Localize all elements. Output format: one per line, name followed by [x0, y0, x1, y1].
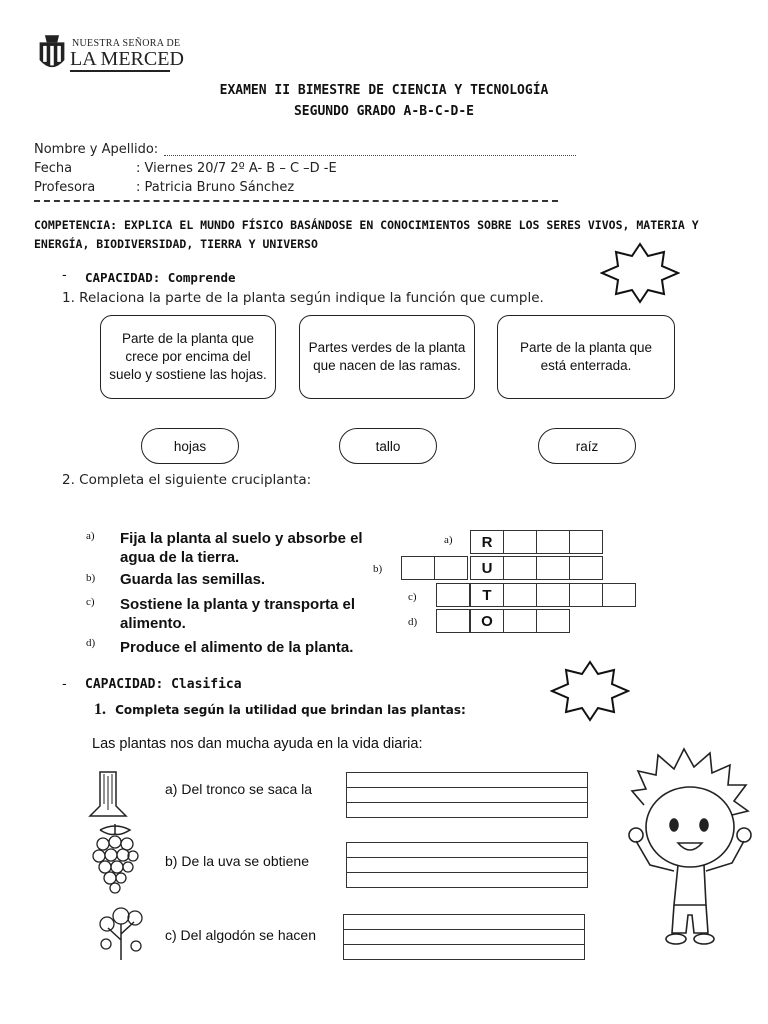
grid-cell-c-letter: T — [470, 583, 504, 607]
grid-label-d: d) — [408, 616, 418, 628]
capacidad-2-label: CAPACIDAD: — [85, 677, 164, 692]
name-input-line[interactable] — [164, 155, 576, 156]
grid-cell[interactable] — [536, 583, 570, 607]
star-badge-icon — [550, 660, 630, 722]
answer-lines-a[interactable] — [346, 772, 588, 818]
clue-a-letter: a) — [86, 530, 95, 542]
clue-d-letter: d) — [86, 637, 96, 649]
intro-text: Las plantas nos dan mucha ayuda en la vida diaria: — [92, 736, 423, 752]
capacidad-label: CAPACIDAD: — [85, 270, 161, 285]
name-label: Nombre y Apellido: — [34, 142, 159, 157]
grid-label-b: b) — [373, 563, 383, 575]
capacidad-2 — [85, 677, 242, 692]
grid-label-c: c) — [408, 591, 417, 603]
divider — [34, 200, 558, 202]
cotton-plant-icon — [98, 904, 144, 962]
pill-tallo-label: tallo — [375, 438, 401, 454]
exam-title: EXAMEN II BIMESTRE DE CIENCIA Y TECNOLOGÍA — [219, 83, 549, 98]
grid-cell[interactable] — [434, 556, 468, 580]
clue-b-text: Guarda las semillas. — [120, 571, 266, 588]
teacher-value: : Patricia Bruno Sánchez — [136, 180, 295, 195]
date-value: : Viernes 20/7 2º A- B – C –D -E — [136, 161, 337, 176]
grid-cell[interactable] — [503, 530, 537, 554]
grid-cell[interactable] — [436, 609, 470, 633]
clue-c-text: Sostiene la planta y transporta el alimento. — [120, 596, 356, 632]
logo-underline — [70, 70, 170, 72]
question-2-1-number: 1. — [94, 701, 106, 718]
grid-cell[interactable] — [503, 583, 537, 607]
grid-cell-b-letter: U — [470, 556, 504, 580]
child-illustration-icon — [624, 745, 758, 945]
pill-tallo[interactable] — [339, 428, 437, 464]
pill-raiz[interactable] — [538, 428, 636, 464]
answer-lines-b[interactable] — [346, 842, 588, 888]
grid-cell[interactable] — [569, 556, 603, 580]
grid-cell[interactable] — [602, 583, 636, 607]
star-badge-icon — [600, 242, 680, 304]
answer-lines-c[interactable] — [343, 914, 585, 960]
bullet: - — [62, 268, 67, 283]
date-label: Fecha — [34, 161, 73, 176]
function-box-2-text: Partes verdes de la planta que nacen de las ramas. — [308, 340, 466, 373]
exam-subtitle: SEGUNDO GRADO A-B-C-D-E — [293, 104, 474, 119]
grid-cell[interactable] — [436, 583, 470, 607]
function-box-1[interactable] — [100, 315, 276, 399]
pill-raiz-label: raíz — [575, 438, 599, 454]
pill-hojas[interactable] — [141, 428, 239, 464]
competencia-text: COMPETENCIA: EXPLICA EL MUNDO FÍSICO BASÁNDOSE EN CONOCIMIENTOS SOBRE LOS SERES VIVOS, MATERIA Y ENERGÍA, BIODIVERSIDAD, TIERRA Y UNIVERSO — [34, 218, 699, 251]
clue-a-text: Fija la planta al suelo y absorbe el agua de la tierra. — [120, 530, 363, 566]
clue-b-letter: b) — [86, 572, 96, 584]
function-box-2[interactable] — [299, 315, 475, 399]
capacidad-2-value: Clasifica — [171, 677, 242, 692]
grid-cell[interactable] — [536, 609, 570, 633]
logo-text-main: LA MERCED — [70, 48, 184, 70]
grid-cell[interactable] — [536, 530, 570, 554]
question-1: 1. Relaciona la parte de la planta según indique la función que cumple. — [62, 290, 544, 306]
grid-cell-d-letter: O — [470, 609, 504, 633]
tree-trunk-icon — [88, 770, 128, 818]
grid-cell[interactable] — [536, 556, 570, 580]
capacidad-value: Comprende — [167, 270, 236, 285]
grid-cell[interactable] — [503, 609, 537, 633]
item-c-text: c) Del algodón se hacen — [165, 927, 316, 943]
item-b-text: b) De la uva se obtiene — [165, 853, 309, 869]
bullet-2: - — [62, 677, 67, 692]
logo-text-top: NUESTRA SEÑORA DE — [72, 38, 181, 49]
clue-c-letter: c) — [86, 596, 95, 608]
function-box-3-text: Parte de la planta que está enterrada. — [519, 340, 653, 373]
question-2-1 — [94, 699, 466, 719]
school-crest-icon — [36, 30, 68, 76]
grid-cell[interactable] — [503, 556, 537, 580]
grapes-icon — [90, 822, 140, 896]
grid-cell[interactable] — [569, 530, 603, 554]
capacidad-1 — [85, 270, 236, 285]
teacher-label: Profesora — [34, 180, 96, 195]
item-a-text: a) Del tronco se saca la — [165, 781, 313, 797]
question-2: 2. Completa el siguiente cruciplanta: — [62, 472, 312, 488]
clue-d-text: Produce el alimento de la planta. — [120, 639, 354, 656]
grid-cell[interactable] — [401, 556, 435, 580]
grid-label-a: a) — [444, 534, 453, 546]
pill-hojas-label: hojas — [173, 438, 207, 454]
question-2-1-text: Completa según la utilidad que brindan las plantas: — [115, 703, 466, 717]
function-box-1-text: Parte de la planta que crece por encima del suelo y sostiene las hojas. — [109, 331, 267, 382]
grid-cell[interactable] — [569, 583, 603, 607]
function-box-3[interactable] — [497, 315, 675, 399]
grid-cell-a-letter: R — [470, 530, 504, 554]
